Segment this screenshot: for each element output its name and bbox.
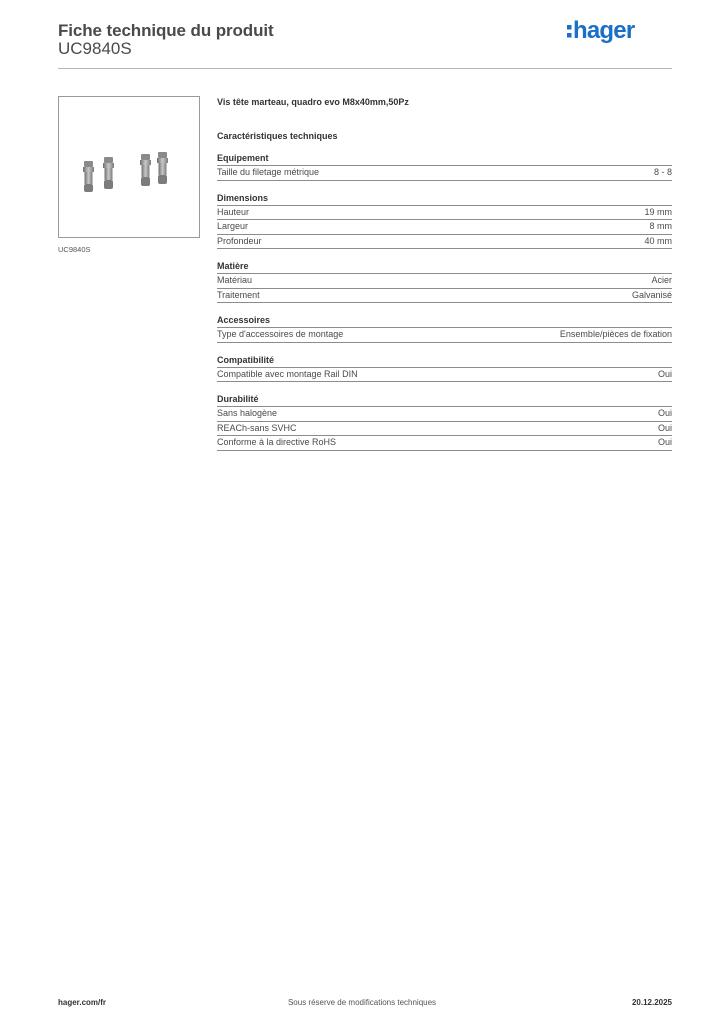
spec-label: Compatible avec montage Rail DIN [217, 368, 358, 379]
section-durabilite [217, 393, 672, 451]
screw-1 [83, 161, 94, 192]
spec-value: Ensemble/pièces de fixation [559, 329, 672, 339]
spec-value: Oui [657, 368, 672, 379]
spec-row [217, 328, 672, 343]
spec-value: Galvanisé [631, 289, 672, 300]
spec-label: Profondeur [217, 235, 262, 246]
section-compatibilite [217, 354, 672, 383]
spec-row [217, 235, 672, 250]
spec-row [217, 274, 672, 289]
section-title: Compatibilité [217, 354, 672, 368]
spec-row [217, 206, 672, 221]
section-title: Equipement [217, 152, 672, 166]
spec-row [217, 166, 672, 181]
spec-row [217, 407, 672, 422]
spec-content [217, 95, 672, 451]
section-accessoires [217, 314, 672, 343]
spec-row [217, 220, 672, 235]
spec-label: Taille du filetage métrique [217, 167, 320, 177]
footer-disclaimer: Sous réserve de modifications techniques [287, 998, 437, 1007]
section-dimensions [217, 192, 672, 250]
spec-value: 19 mm [644, 206, 672, 217]
screw-3 [140, 154, 151, 186]
spec-label: Matériau [217, 275, 253, 285]
characteristics-heading: Caractéristiques techniques [217, 131, 338, 141]
product-image-caption: UC9840S [58, 245, 91, 254]
spec-label: REACh-sans SVHC [217, 422, 297, 433]
spec-value: 8 mm [649, 221, 672, 231]
product-image [58, 96, 200, 238]
hager-logo [566, 14, 658, 48]
product-name: Vis tête marteau, quadro evo M8x40mm,50Pz [217, 97, 409, 107]
section-title: Accessoires [217, 314, 672, 328]
spec-label: Largeur [217, 221, 249, 231]
page-title: Fiche technique du produit [58, 21, 274, 40]
section-title: Matière [217, 260, 672, 274]
screw-2 [103, 157, 114, 189]
section-title: Dimensions [217, 192, 672, 206]
spec-value: Oui [657, 422, 672, 433]
spec-value: Oui [657, 408, 672, 418]
spec-row [217, 289, 672, 304]
footer-website-link[interactable]: hager.com/fr [58, 998, 107, 1007]
spec-label: Sans halogène [217, 408, 278, 418]
spec-value: Acier [651, 275, 672, 285]
spec-row [217, 422, 672, 437]
spec-label: Type d'accessoires de montage [217, 329, 344, 339]
header-divider [58, 68, 672, 69]
section-title: Durabilité [217, 393, 672, 407]
screws-illustration [59, 97, 201, 239]
product-reference: UC9840S [58, 39, 132, 58]
spec-label: Conforme à la directive RoHS [217, 437, 337, 447]
section-equipement [217, 152, 672, 181]
spec-value: Oui [657, 437, 672, 447]
spec-label: Traitement [217, 289, 260, 300]
logo-text: hager [573, 17, 635, 44]
screw-4 [157, 152, 168, 184]
spec-row [217, 436, 672, 451]
spec-row [217, 368, 672, 383]
section-matiere [217, 260, 672, 303]
footer-date: 20.12.2025 [631, 998, 672, 1007]
spec-label: Hauteur [217, 206, 250, 217]
spec-value: 40 mm [644, 235, 672, 246]
spec-value: 8 - 8 [653, 167, 672, 177]
